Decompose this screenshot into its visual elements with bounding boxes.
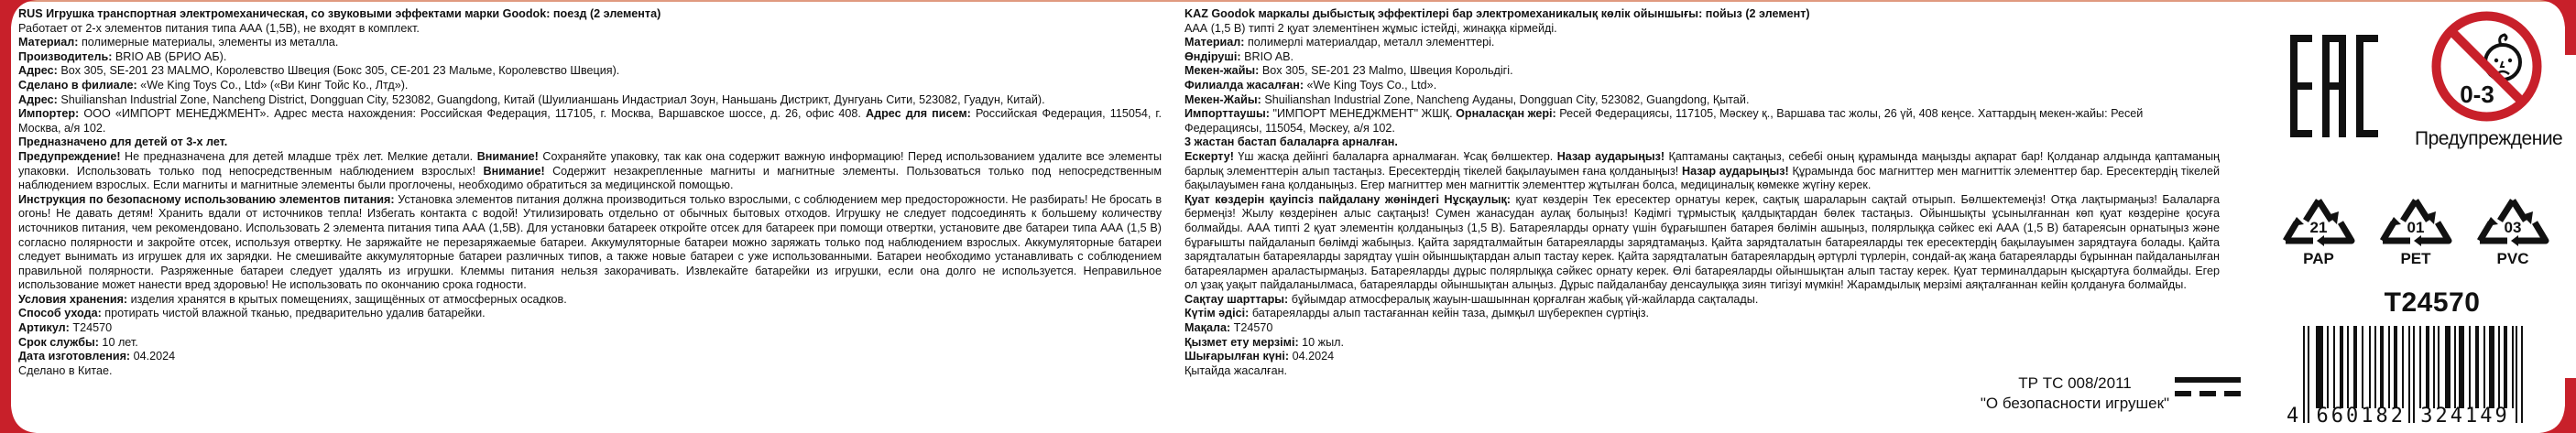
- field-value: Не предназначена для детей младше трёх лет. Мелкие детали.: [120, 149, 477, 163]
- field-value: "ИМПОРТ МЕНЕДЖМЕНТ" ЖШҚ.: [1269, 107, 1457, 121]
- field-value: 10 жыл.: [1298, 335, 1344, 349]
- field-label: Импортер:: [18, 107, 80, 121]
- frame-edge: [0, 37, 11, 396]
- barcode-first-digit: 4: [2287, 405, 2302, 428]
- recycle-material: PVC: [2496, 250, 2529, 267]
- title-rus: RUS Игрушка транспортная электромеханическая, со звуковыми эффектами марки Goodok: поезд (2 элемента): [18, 7, 661, 20]
- field-label: Мекен-жайы:: [1184, 64, 1260, 78]
- field-label: Назар аударыңыз!: [1556, 149, 1665, 163]
- field-value: 04.2024: [1289, 350, 1335, 363]
- field-label: Внимание!: [483, 164, 545, 178]
- field-value: изделия хранятся в крытых помещениях, защищённых от атмосферных осадков.: [127, 292, 567, 306]
- field-label: Способ ухода:: [18, 307, 102, 320]
- field-label: Ескерту!: [1184, 149, 1234, 163]
- field-label: Сделано в филиале:: [18, 78, 137, 92]
- title-kaz: KAZ Goodok маркалы дыбыстық эффектілері бар электромеханикалық көлік ойыншығы: пойыз (2 элемент): [1184, 7, 1810, 20]
- field-value: Ресей Федерациясы, 117105, Мәскеу қ., Варшава тас жолы, 26 үй, 408 кеңсе. Хаттардың мекен-жайы: Ресей Федерациясы, 115054, Мәскеу, а/я 102.: [1184, 107, 2144, 135]
- field-label: Материал:: [18, 36, 79, 49]
- field-label: Адрес:: [18, 64, 58, 78]
- age-rus: Предназначено для детей от 3-х лет.: [18, 135, 228, 149]
- field-value: Установка элементов питания должна производиться только взрослыми, с соблюдением мер предосторожности. Не разбирать! Не бросать в огонь! Не давать детям! Хранить вдали от источников тепла! Избегать контакта с водой! Утилизировать отдельно от обычных бытовых отходов. Игрушку не следует подсоединять к большему количеству источников питания, чем рекомендовано. Использовать 2 элемента питания типа ААА (1,5В). Для установки батареек откройте отсек для батареек при помощи отвертки, установите две батареи типа ААА (1,5 В) согласно полярности и закройте отсек, используя отвертку. Не заряжайте не перезаряжаемые батареи. Аккумуляторные батареи можно заряжать только под наблюдением взрослых. Аккумуляторные батареи следует вынимать из игрушек для их зарядки. Не смешивайте аккумуляторные батареи различных типов, а также новые батареи с уже использованными. Батареи необходимо устанавливать с соблюдением правильной полярности. Разряженные батареи следует удалять из игрушки. Клеммы питания нельзя закорачивать. Извлекайте батарейки из игрушки, если она долго не используется. Неправильное использование может нанести вред здоровью! Не использовать по окончанию срока годности.: [18, 192, 1162, 292]
- field-label: Условия хранения:: [18, 292, 128, 306]
- power-rus: Работает от 2-х элементов питания типа ААА (1,5В), не входят в комплект.: [18, 21, 420, 35]
- field-value: «We King Toys Co., Ltd» («Ви Кинг Тойс Ко., Лтд»).: [136, 78, 409, 92]
- field-label: Мақала:: [1184, 321, 1231, 335]
- field-value: Сохраняйте упаковку, так как она содержит важную информацию! Перед использованием удалите все элементы упаковки. Использовать только под непосредственным наблюдением взрослых!: [18, 149, 1162, 178]
- field-label: Срок службы:: [18, 335, 99, 349]
- field-value: қуат көздерін Тек ересектер орнатуы керек, сақтық шараларын сақтай отырып. Бөлшектемеңіз! Отқа лақтырмаңыз! Балаларға бермеңіз! Жылу көздерінен алыс сақтаңыз! Сумен жанасудан аулақ болыңыз! Кәдімгі тұрмыстық қалдықтардан бөлек тастаңыз. Ойыншықты ұсынылғаннан көп қуат көздеріне қосуға болмайды. ААА типті 2 қуат элементін қолданыңыз (1,5 В). Батареяларды орнату үшін бұрағышпен батарея бөлімін ашыңыз, полярлыққа сәйкес екі ААА (1,5 В) батареясын орнатыңыз және бұрағышты пайдаланып бөлімді жабыңыз. Қайта зарядталмайтын батареяларды зарядтамаңыз. Қайта зарядталатын батареяларды тек ересектердің бақылауымен зарядтауға болады. Қайта зарядталатын батареяларды зарядтау үшін ойыншықтардан алып тастау керек. Қайта зарядталатын батареялардың әртүрлі түрлерін, сондай-ақ жаңа батареяларды бұрыннан пайдаланылған батареялармен араластырмаңыз. Батареяларды дұрыс полярлыққа сәйкес орнату керек. Өлі батареяларды ойыншықтан алып тастау керек. Қуат терминалдарын қысқартуға болмайды. Егер ол ұзақ уақыт пайдаланылмаса, батареяларды ойыншықтан алыңыз. Дұрыс пайдаланбау денсаулыққа зиян тигізуі мүмкін! Жарамдылық мерзімі аяқталғаннан кейін қолдануға болмайды.: [1184, 192, 2220, 292]
- barcode-left-digits: 660182: [2316, 405, 2406, 428]
- field-value: протирать чистой влажной тканью, предварительно удалив батарейки.: [101, 307, 486, 320]
- tr-ts-title: "О безопасности игрушек": [1980, 395, 2170, 412]
- recycle-code: 21: [2309, 219, 2328, 236]
- field-label: Дата изготовления:: [18, 350, 131, 363]
- ean13-barcode: [2287, 326, 2549, 428]
- field-value: полимерные материалы, элементы из металла.: [78, 36, 339, 49]
- field-label: Импорттаушы:: [1184, 107, 1270, 121]
- recycle-material: PAP: [2303, 250, 2334, 267]
- field-label: Артикул:: [18, 321, 70, 335]
- eac-mark-icon: [2290, 35, 2378, 137]
- barcode-number: [2287, 405, 2549, 428]
- recycle-symbol-pap: [2276, 195, 2361, 274]
- age-kaz: 3 жастан бастап балаларға арналған.: [1184, 135, 1398, 149]
- field-label: Материал:: [1184, 36, 1245, 49]
- field-label: Филиалда жасалған:: [1184, 78, 1304, 92]
- field-value: «We King Toys Co., Ltd».: [1304, 78, 1437, 92]
- field-label: Инструкция по безопасному использованию элементов питания:: [18, 192, 395, 206]
- field-value: 10 лет.: [98, 335, 138, 349]
- sku-code: T24570: [2384, 287, 2481, 318]
- field-value: бұйымдар атмосфералық жауын-шашыннан қорғалған жабық үй-жайларда сақталады.: [1288, 292, 1759, 306]
- field-label: Производитель:: [18, 49, 113, 63]
- field-label: Предупреждение!: [18, 149, 121, 163]
- recycle-material: PET: [2400, 250, 2431, 267]
- field-value: полимерлі материалдар, металл элементтері.: [1244, 36, 1495, 49]
- kazakh-text-block: [1184, 7, 2220, 378]
- field-label: Адрес для писем:: [866, 107, 971, 121]
- field-label: Күтім әдісі:: [1184, 307, 1250, 320]
- recycle-code: 03: [2504, 219, 2522, 236]
- field-value: BRIO AB (БРИО АБ).: [112, 49, 227, 63]
- field-value: ООО «ИМПОРТ МЕНЕДЖМЕНТ». Адрес места нахождения: Российская Федерация, 117105, г. Москва, Варшавское шоссе, д. 26, офис 408.: [79, 107, 867, 121]
- field-value: T24570: [1230, 321, 1273, 335]
- field-value: 04.2024: [130, 350, 176, 363]
- field-label: Сақтау шарттары:: [1184, 292, 1289, 306]
- field-label: Внимание!: [476, 149, 539, 163]
- field-label: Мекен-Жайы:: [1184, 92, 1261, 106]
- field-value: батареяларды алып тастағаннан кейін таза, дымқыл шүберекпен сүртіңіз.: [1249, 307, 1650, 320]
- tr-ts-code: ТР ТС 008/2011: [2018, 374, 2132, 392]
- origin-kaz: Қытайда жасалған.: [1184, 363, 1288, 377]
- tr-ts-standard: [1956, 373, 2194, 414]
- field-value: Box 305, SE-201 23 MALMO, Королевство Швеция (Бокс 305, СЕ-201 23 Мальме, Королевство Швеция).: [57, 64, 620, 78]
- origin-rus: Сделано в Китае.: [18, 363, 113, 377]
- field-label: Өндіруші:: [1184, 49, 1241, 63]
- power-kaz: ААА (1,5 В) типті 2 қуат элементінен жұмыс істейді, жинаққа кірмейді.: [1184, 21, 1557, 35]
- field-label: Қуат көздерін қауіпсіз пайдалану жөніндегі Нұсқаулық:: [1184, 192, 1511, 206]
- svg-text:0-3: 0-3: [2460, 81, 2494, 108]
- field-value: Shuilianshan Industrial Zone, Nancheng District, Dongguan City, 523082, Guangdong, Китай (Шуилианшань Индастриал Зоун, Наньшань Дистрикт, Дунгуань Сити, 523082, Гуадун, Китай).: [57, 92, 1045, 106]
- field-label: Орналасқан жері:: [1456, 107, 1556, 121]
- field-label: Назар аударыңыз!: [1681, 164, 1789, 178]
- field-value: Құрамында бос магниттер мен магниттік элементтер бар. Ересектердің тікелей бақылауымен ғана қолданыңыз. Егер магниттер мен магниттік элементтер жұтылған болса, медициналық көмекке жүгіну керек.: [1184, 164, 2221, 192]
- field-value: Shuilianshan Industrial Zone, Nancheng Ауданы, Dongguan City, 523082, Guangdong, Қытай.: [1261, 92, 1750, 106]
- warning-label: Предупреждение: [2415, 128, 2563, 149]
- field-label: Шығарылған күні:: [1184, 350, 1290, 363]
- field-value: BRIO AB.: [1240, 49, 1294, 63]
- field-value: Box 305, SE-201 23 Malmo, Швеция Корольдігі.: [1259, 64, 1513, 78]
- recycle-symbol-pet: [2374, 195, 2458, 274]
- field-value: Үш жасқа дейінгі балаларға арналмаған. Ұсақ бөлшектер.: [1233, 149, 1557, 163]
- no-children-0-3-icon: [2429, 9, 2544, 124]
- russian-text-block: [18, 7, 1162, 378]
- direct-current-icon: [2175, 375, 2241, 399]
- field-label: Қызмет ету мерзімі:: [1184, 335, 1299, 349]
- field-value: Российская Федерация, 115054, г. Москва, а/я 102.: [18, 107, 1162, 135]
- barcode-right-digits: 324149: [2420, 405, 2510, 428]
- recycle-code: 01: [2407, 219, 2425, 236]
- field-value: Содержит незакрепленные магниты и магнитные элементы. Пользоваться только под непосредственным наблюдением взрослых. Если магниты и магнитные элементы были проглочены, необходимо обратиться за медицинской помощью.: [18, 164, 1162, 192]
- field-value: Қаптаманы сақтаңыз, себебі оның құрамында маңызды ақпарат бар! Қолданар алдында қаптаманың барлық элементтерін алып тастаңыз. Ересектердің тікелей бақылауымен ғана қолданыңыз!: [1184, 149, 2221, 178]
- field-label: Адрес:: [18, 92, 58, 106]
- recycle-symbol-pvc: [2471, 195, 2555, 274]
- field-value: T24570: [69, 321, 113, 335]
